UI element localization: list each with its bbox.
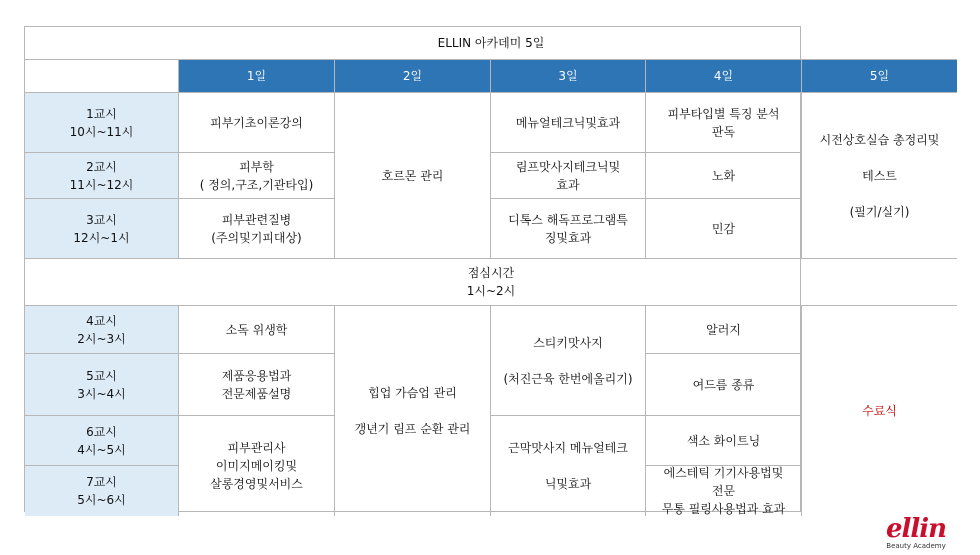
period-3: 3교시 12시~1시 (25, 199, 179, 259)
day4-period2: 노화 (646, 153, 802, 199)
day1-period1: 피부기초이론강의 (179, 93, 335, 153)
day4-period4: 알러지 (646, 306, 802, 354)
period-2: 2교시 11시~12시 (25, 153, 179, 199)
day2-morning: 호르몬 관리 (335, 93, 491, 259)
day4-period3: 민감 (646, 199, 802, 259)
day3-period6-7: 근막맛사지 메뉴얼테크 닉및효과 (491, 416, 646, 516)
logo-wordmark: ellin (885, 514, 947, 544)
day4-period5: 여드름 종류 (646, 354, 802, 416)
day5-afternoon: 수료식 (862, 404, 897, 418)
day4-period1: 피부타입별 특징 분석 판독 (646, 93, 802, 153)
table-title: ELLIN 아카데미 5일 (25, 27, 957, 60)
day3-period2: 림프맛사지테크닉및 효과 (491, 153, 646, 199)
day1-period6-7: 피부관리사 이미지메이킹및 살롱경영및서비스 (179, 416, 335, 516)
day2-afternoon: 힙업 가슴업 관리 갱년기 림프 순환 관리 (335, 306, 491, 516)
day1-period5: 제품응용법과 전문제품설명 (179, 354, 335, 416)
day1-period4: 소독 위생학 (179, 306, 335, 354)
day3-period3: 디톡스 해독프로그램특 징및효과 (491, 199, 646, 259)
period-7: 7교시 5시~6시 (25, 466, 179, 516)
day-header-2: 2일 (335, 60, 491, 93)
day-header-3: 3일 (491, 60, 646, 93)
corner-cell (25, 60, 179, 93)
day-header-4: 4일 (646, 60, 802, 93)
ellin-logo (866, 516, 966, 552)
period-5: 5교시 3시~4시 (25, 354, 179, 416)
day4-period6: 색소 화이트닝 (646, 416, 802, 466)
day-header-5: 5일 (802, 60, 957, 93)
schedule-table (24, 26, 940, 516)
day4-period7: 에스테틱 기기사용법및 전문 무통 필링사용법과 효과 (646, 466, 802, 516)
lunch-row: 점심시간 1시~2시 (25, 259, 957, 306)
logo-tagline: Beauty Academy (886, 542, 946, 550)
day-header-1: 1일 (179, 60, 335, 93)
period-4: 4교시 2시~3시 (25, 306, 179, 354)
period-6: 6교시 4시~5시 (25, 416, 179, 466)
day3-period1: 메뉴얼테크닉및효과 (491, 93, 646, 153)
period-1: 1교시 10시~11시 (25, 93, 179, 153)
day1-period3: 피부관련질병 (주의및기피대상) (179, 199, 335, 259)
day3-period4-5: 스티키맛사지 (처진근육 한번에올리기) (491, 306, 646, 416)
day1-period2: 피부학 ( 정의,구조,기관타입) (179, 153, 335, 199)
day5-morning: 시전상호실습 총정리및 테스트 (필기/실기) (802, 93, 957, 259)
